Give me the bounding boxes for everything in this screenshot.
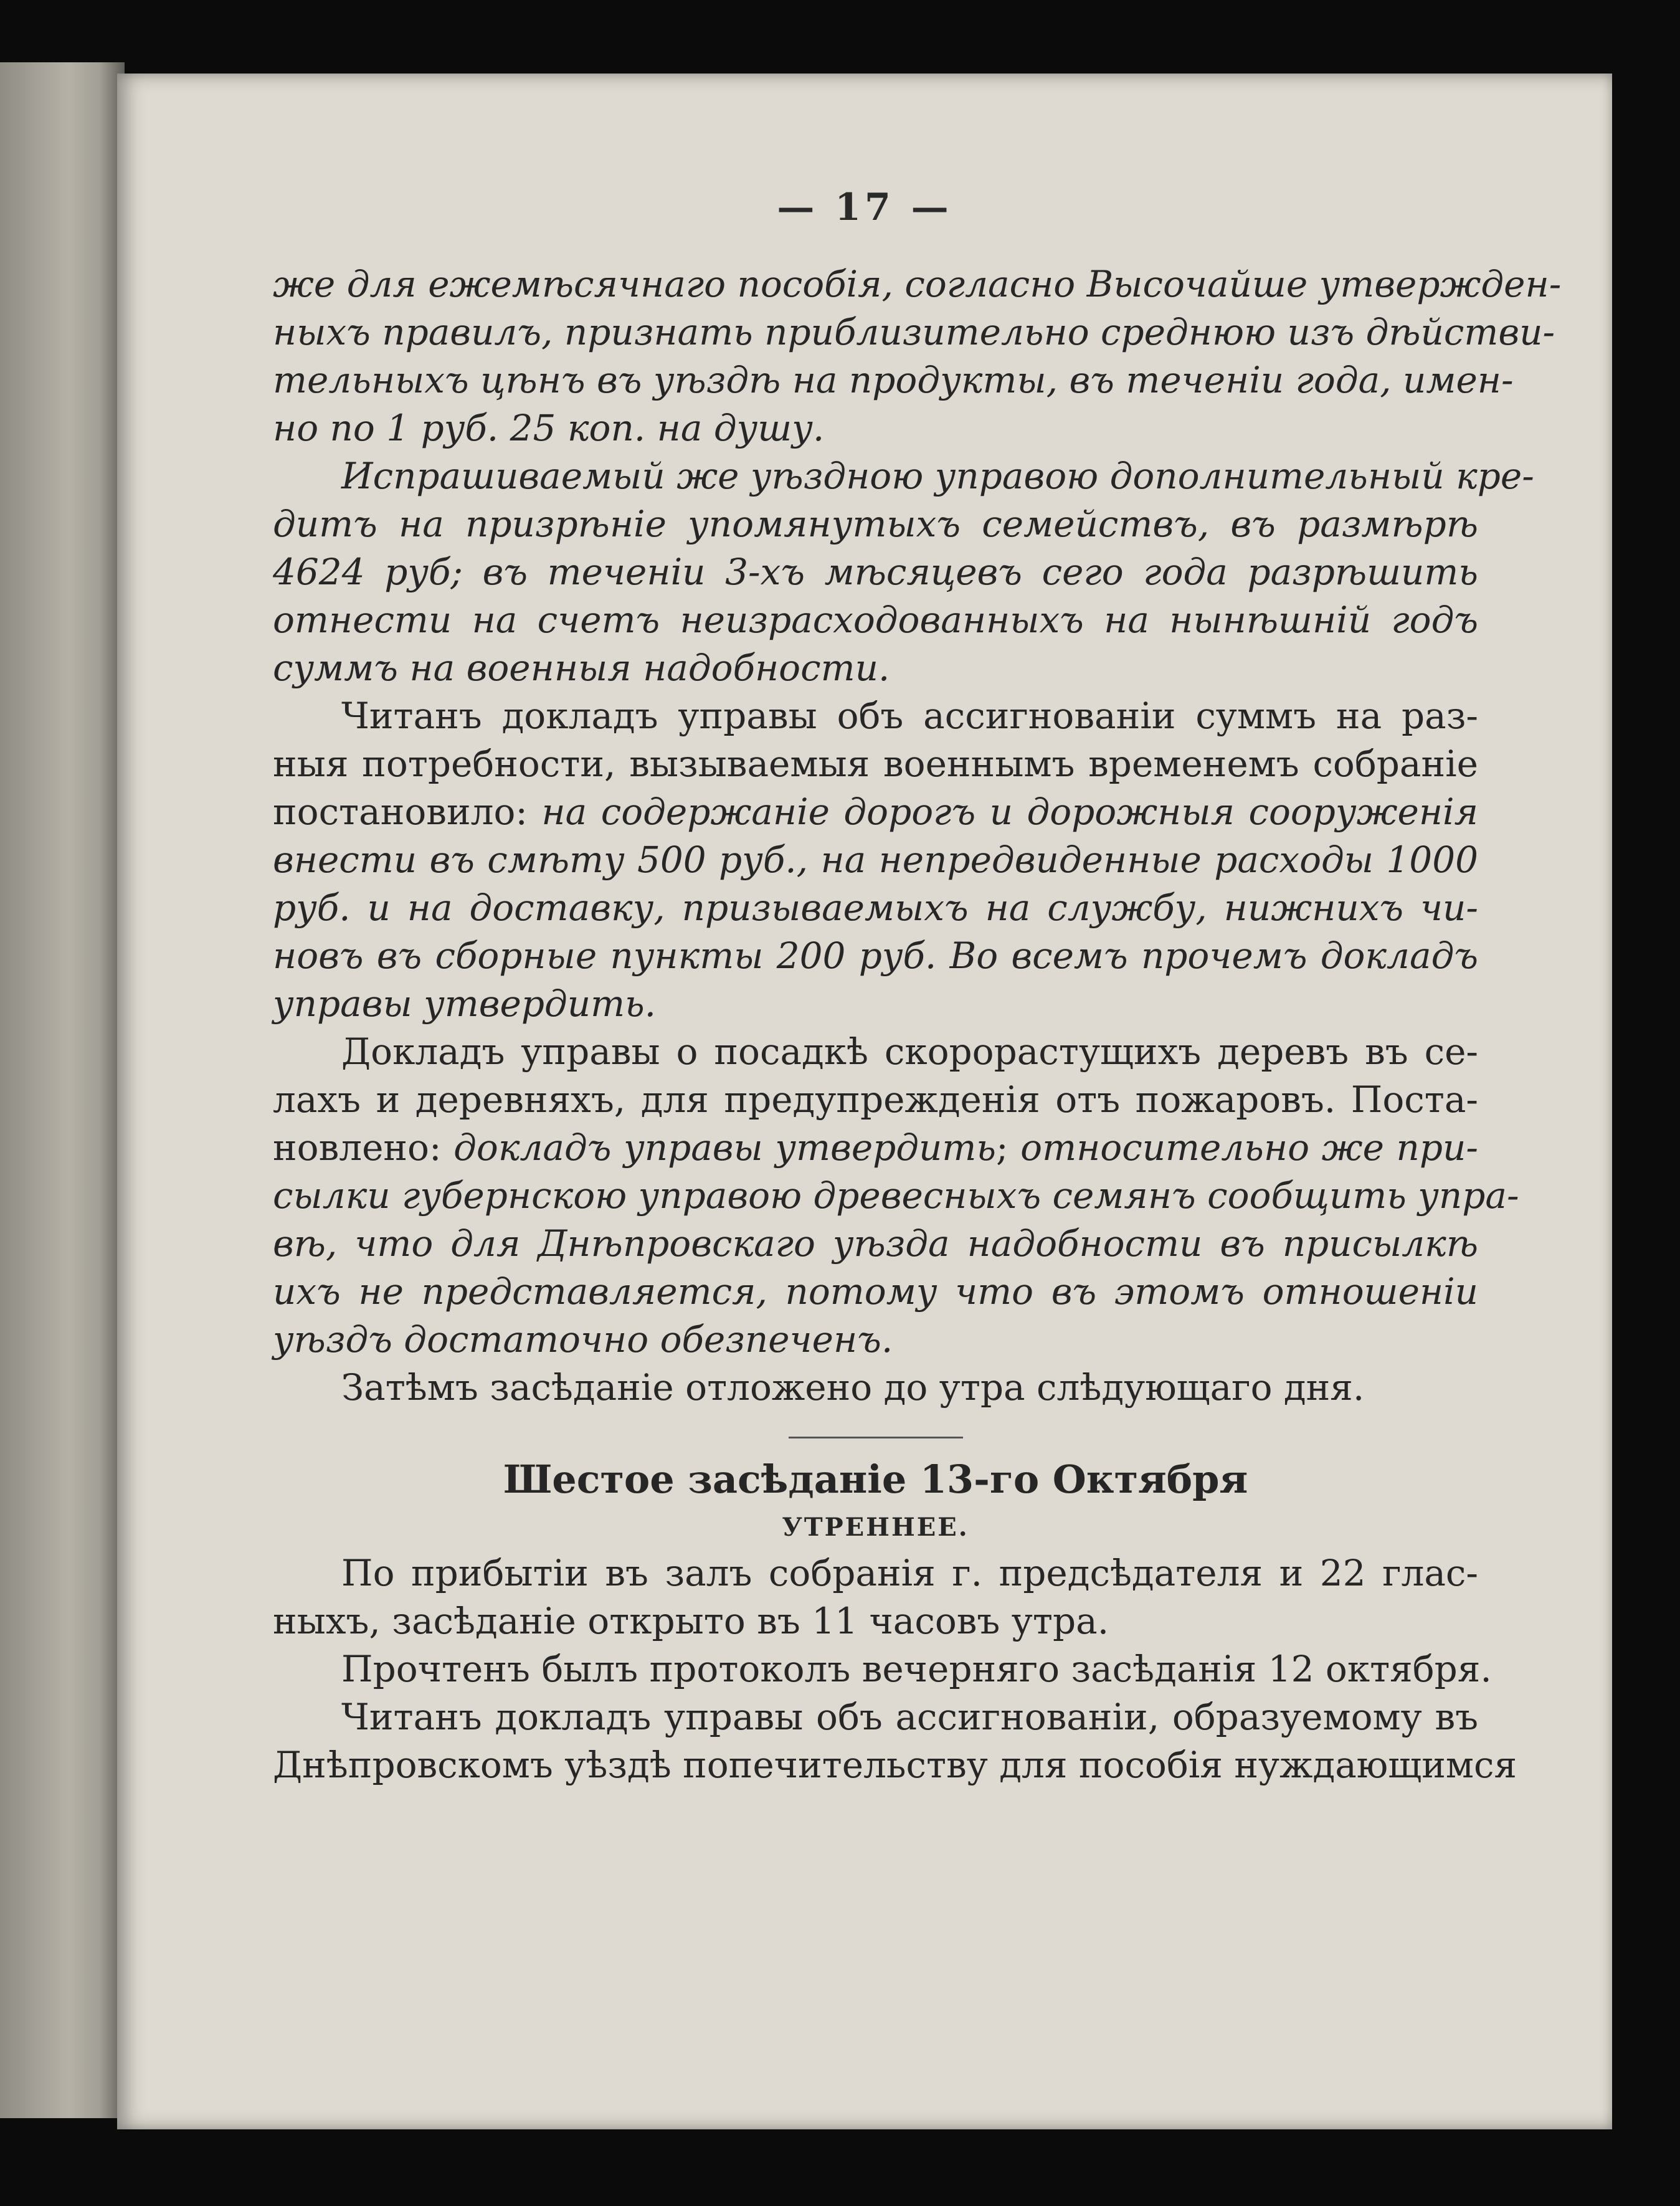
paragraph1-line: тельныхъ цѣнъ въ уѣздѣ на продукты, въ теченіи года, имен-: [273, 359, 1514, 401]
paragraph4-resolution-text: докладъ управы утвердить: [453, 1126, 996, 1169]
paragraph3-line: [273, 788, 1478, 836]
paragraph4-line: сылки губернскою управою древесныхъ семянъ сообщить упра-: [273, 1174, 1519, 1217]
paragraph3-line: внести въ смѣту 500 руб., на непредвиденные расходы 1000: [273, 839, 1478, 881]
paragraph5-line: Затѣмъ засѣданіе отложено до утра слѣдующаго дня.: [341, 1366, 1365, 1409]
paragraph8-line: Читанъ докладъ управы объ ассигнованіи, образуемому въ: [341, 1696, 1478, 1738]
paragraph3-line: ныя потребности, вызываемыя военнымъ временемъ собраніе: [273, 743, 1478, 785]
paragraph6-line: По прибытіи въ залъ собранія г. предсѣдателя и 22 глас-: [341, 1552, 1478, 1594]
page-text: [273, 260, 1562, 1789]
paragraph1-line: но по 1 руб. 25 коп. на душу.: [273, 407, 825, 449]
section-heading: Шестое засѣданіе 13-го Октября: [503, 1457, 1248, 1502]
paragraph6-line: ныхъ, засѣданіе открыто въ 11 часовъ утра.: [273, 1600, 1109, 1642]
page-number: — 17 —: [777, 186, 952, 229]
paragraph2-line: отнести на счетъ неизрасходованныхъ на нынѣшній годъ: [273, 599, 1478, 641]
paragraph8-line: Днѣпровскомъ уѣздѣ попечительству для пособія нуждающимся: [273, 1744, 1517, 1786]
paragraph1-line: же для ежемѣсячнаго пособія, согласно Высочайше утвержден-: [273, 263, 1562, 305]
paragraph2-line: дитъ на призрѣніе упомянутыхъ семействъ, въ размѣрѣ: [273, 503, 1478, 545]
paragraph4-line: Докладъ управы о посадкѣ скорорастущихъ деревъ въ се-: [341, 1030, 1478, 1073]
paragraph2-line: суммъ на военныя надобности.: [273, 647, 890, 689]
paragraph3-resolution-label: постановило:: [273, 791, 542, 833]
paragraph4-line: уѣздъ достаточно обезпеченъ.: [273, 1318, 893, 1361]
section-subheading: УТРЕННЕЕ.: [782, 1513, 969, 1542]
paragraph4-separator: ;: [995, 1126, 1021, 1169]
paragraph3-line: новъ въ сборные пункты 200 руб. Во всемъ прочемъ докладъ: [273, 934, 1478, 977]
paragraph7-line: Прочтенъ былъ протоколъ вечерняго засѣданія 12 октября.: [341, 1648, 1492, 1690]
paragraph4-resolution-text-2: относительно же при-: [1020, 1126, 1478, 1169]
book-page: [117, 74, 1612, 2129]
previous-page-edge: [0, 62, 125, 2118]
section-divider: [789, 1437, 963, 1438]
paragraph2-line: 4624 руб; въ теченіи 3-хъ мѣсяцевъ сего года разрѣшить: [273, 551, 1478, 593]
paragraph3-resolution-text: на содержаніе дорогъ и дорожныя сооруженія: [541, 791, 1478, 833]
paragraph3-line: Читанъ докладъ управы объ ассигнованіи суммъ на раз-: [341, 695, 1478, 737]
paragraph4-line: вѣ, что для Днѣпровскаго уѣзда надобности въ присылкѣ: [273, 1222, 1478, 1265]
paragraph4-line: [273, 1124, 1478, 1172]
paragraph3-line: руб. и на доставку, призываемыхъ на службу, нижнихъ чи-: [273, 887, 1478, 929]
paragraph2-line: Испрашиваемый же уѣздною управою дополнительный кре-: [341, 455, 1534, 497]
paragraph4-line: лахъ и деревняхъ, для предупрежденія отъ пожаровъ. Поста-: [273, 1078, 1478, 1121]
paragraph4-resolution-label: новлено:: [273, 1126, 454, 1169]
paragraph4-line: ихъ не представляется, потому что въ этомъ отношеніи: [273, 1270, 1478, 1313]
paragraph3-line: управы утвердить.: [273, 982, 657, 1025]
paragraph1-line: ныхъ правилъ, признать приблизительно среднюю изъ дѣйстви-: [273, 311, 1555, 353]
